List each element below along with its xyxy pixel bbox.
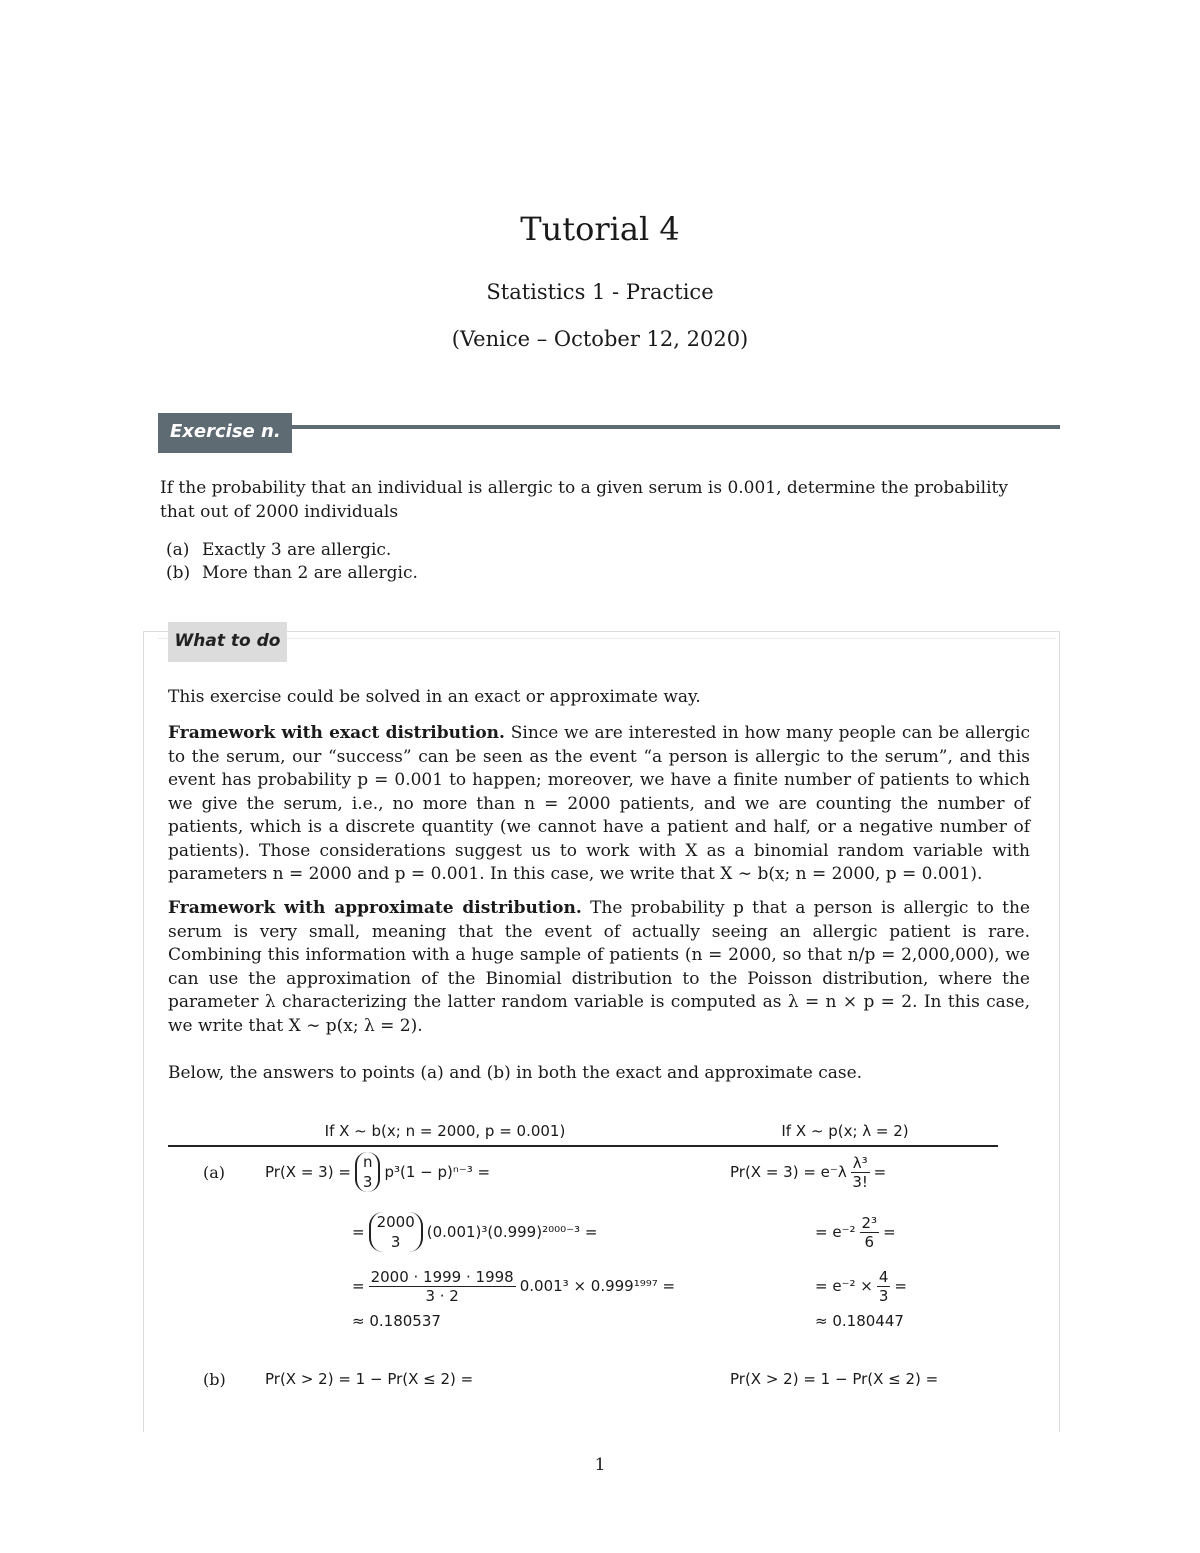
paragraph-below: Below, the answers to points (a) and (b) in both the exact and approximate case. xyxy=(168,1063,863,1083)
exercise-rule xyxy=(158,425,1060,429)
page-subtitle: Statistics 1 - Practice xyxy=(486,280,714,304)
fraction: $\frac{4}{3}$ xyxy=(878,1267,889,1305)
fraction: $\frac{2000 \cdot 1999 \cdot 1998}{3 \cdot 2}$ xyxy=(370,1267,514,1305)
fraction: $\frac{\text{2³}}{6}$ xyxy=(861,1213,878,1251)
list-item: (b) More than 2 are allergic. xyxy=(166,563,418,583)
exercise-intro: If the probability that an individual is allergic to a given serum is 0.001, determine the probability that out of 2000 individuals xyxy=(160,478,1008,522)
paragraph-exact: Framework with exact distribution. Since we are interested in how many people can be allergic to the serum, our “success” can be seen as the event “a person is allergic to the serum”, and this event has probability p = 0.001 to happen; moreover, we have a finite number of patients to which we give the serum, i.e., no more than n = 2000 patients, and we are counting the number of patients, which is a discrete quantity (we cannot have a patient and half, or a negative number of patients). Those considerations suggest us to work with X as a binomial random variable with parameters n = 2000 and p = 0.001. In this case, we write that X ∼ b(x; n = 2000, p = 0.001). xyxy=(168,723,1031,884)
approx-a-line3: = e⁻² × $\frac{4}{3}$ = xyxy=(815,1267,907,1305)
table-header-approx: If X ∼ p(x; λ = 2) xyxy=(781,1122,909,1140)
what-to-do-tab: What to do xyxy=(168,622,287,662)
paragraph-approx: Framework with approximate distribution. The probability p that a person is allergic to the serum is very small, meaning that the event of actually seeing an allergic patient is rare. Combining this information with a huge sample of patients (n = 2000, so that n/p = 2,000,000), we can use the approximation of the Binomial distribution to the Poisson distribution, where the parameter λ characterizing the latter random variable is computed as λ = n × p = 2. In this case, we write that X ∼ p(x; λ = 2). xyxy=(168,898,1030,1036)
approx-b: Pr(X > 2) = 1 − Pr(X ≤ 2) = xyxy=(730,1370,939,1388)
page-number: 1 xyxy=(594,1455,606,1475)
approx-a-line2: = e⁻² $\frac{\text{2³}}{6}$ = xyxy=(815,1213,896,1251)
exercise-tab: Exercise n. 9 xyxy=(158,413,292,453)
approx-a-line1: Pr(X = 3) = e⁻λ $\frac{\text{λ³}}{3!}$ = xyxy=(730,1153,887,1191)
exact-a-line3: = $\frac{2000 \cdot 1999 \cdot 1998}{3 \cdot 2}$ 0.001³ × 0.999¹⁹⁹⁷ = xyxy=(352,1267,676,1305)
paragraph-intro: This exercise could be solved in an exact or approximate way. xyxy=(168,687,701,707)
fraction: $\frac{\text{λ³}}{3!}$ xyxy=(852,1153,868,1191)
exact-a-result: ≈ 0.180537 xyxy=(352,1312,441,1330)
exercise-items xyxy=(166,539,418,585)
exact-a-line1: Pr(X = 3) = n 3 p³(1 − p)ⁿ⁻³ = xyxy=(265,1153,491,1191)
exact-b: Pr(X > 2) = 1 − Pr(X ≤ 2) = xyxy=(265,1370,474,1388)
row-b-label: (b) xyxy=(203,1370,226,1389)
what-to-do-inner-rule xyxy=(158,638,1056,639)
table-header-exact: If X ∼ b(x; n = 2000, p = 0.001) xyxy=(324,1122,566,1140)
page-meta: (Venice – October 12, 2020) xyxy=(451,327,749,351)
exact-a-line2: = 2000 3 (0.001)³(0.999)²⁰⁰⁰⁻³ = xyxy=(352,1213,598,1251)
binomial-coefficient: n 3 xyxy=(355,1152,381,1192)
approx-a-result: ≈ 0.180447 xyxy=(815,1312,904,1330)
page-title: Tutorial 4 xyxy=(520,210,680,248)
list-item: (a) Exactly 3 are allergic. xyxy=(166,540,392,560)
binomial-coefficient: 2000 3 xyxy=(369,1212,423,1252)
row-a-label: (a) xyxy=(203,1163,226,1182)
